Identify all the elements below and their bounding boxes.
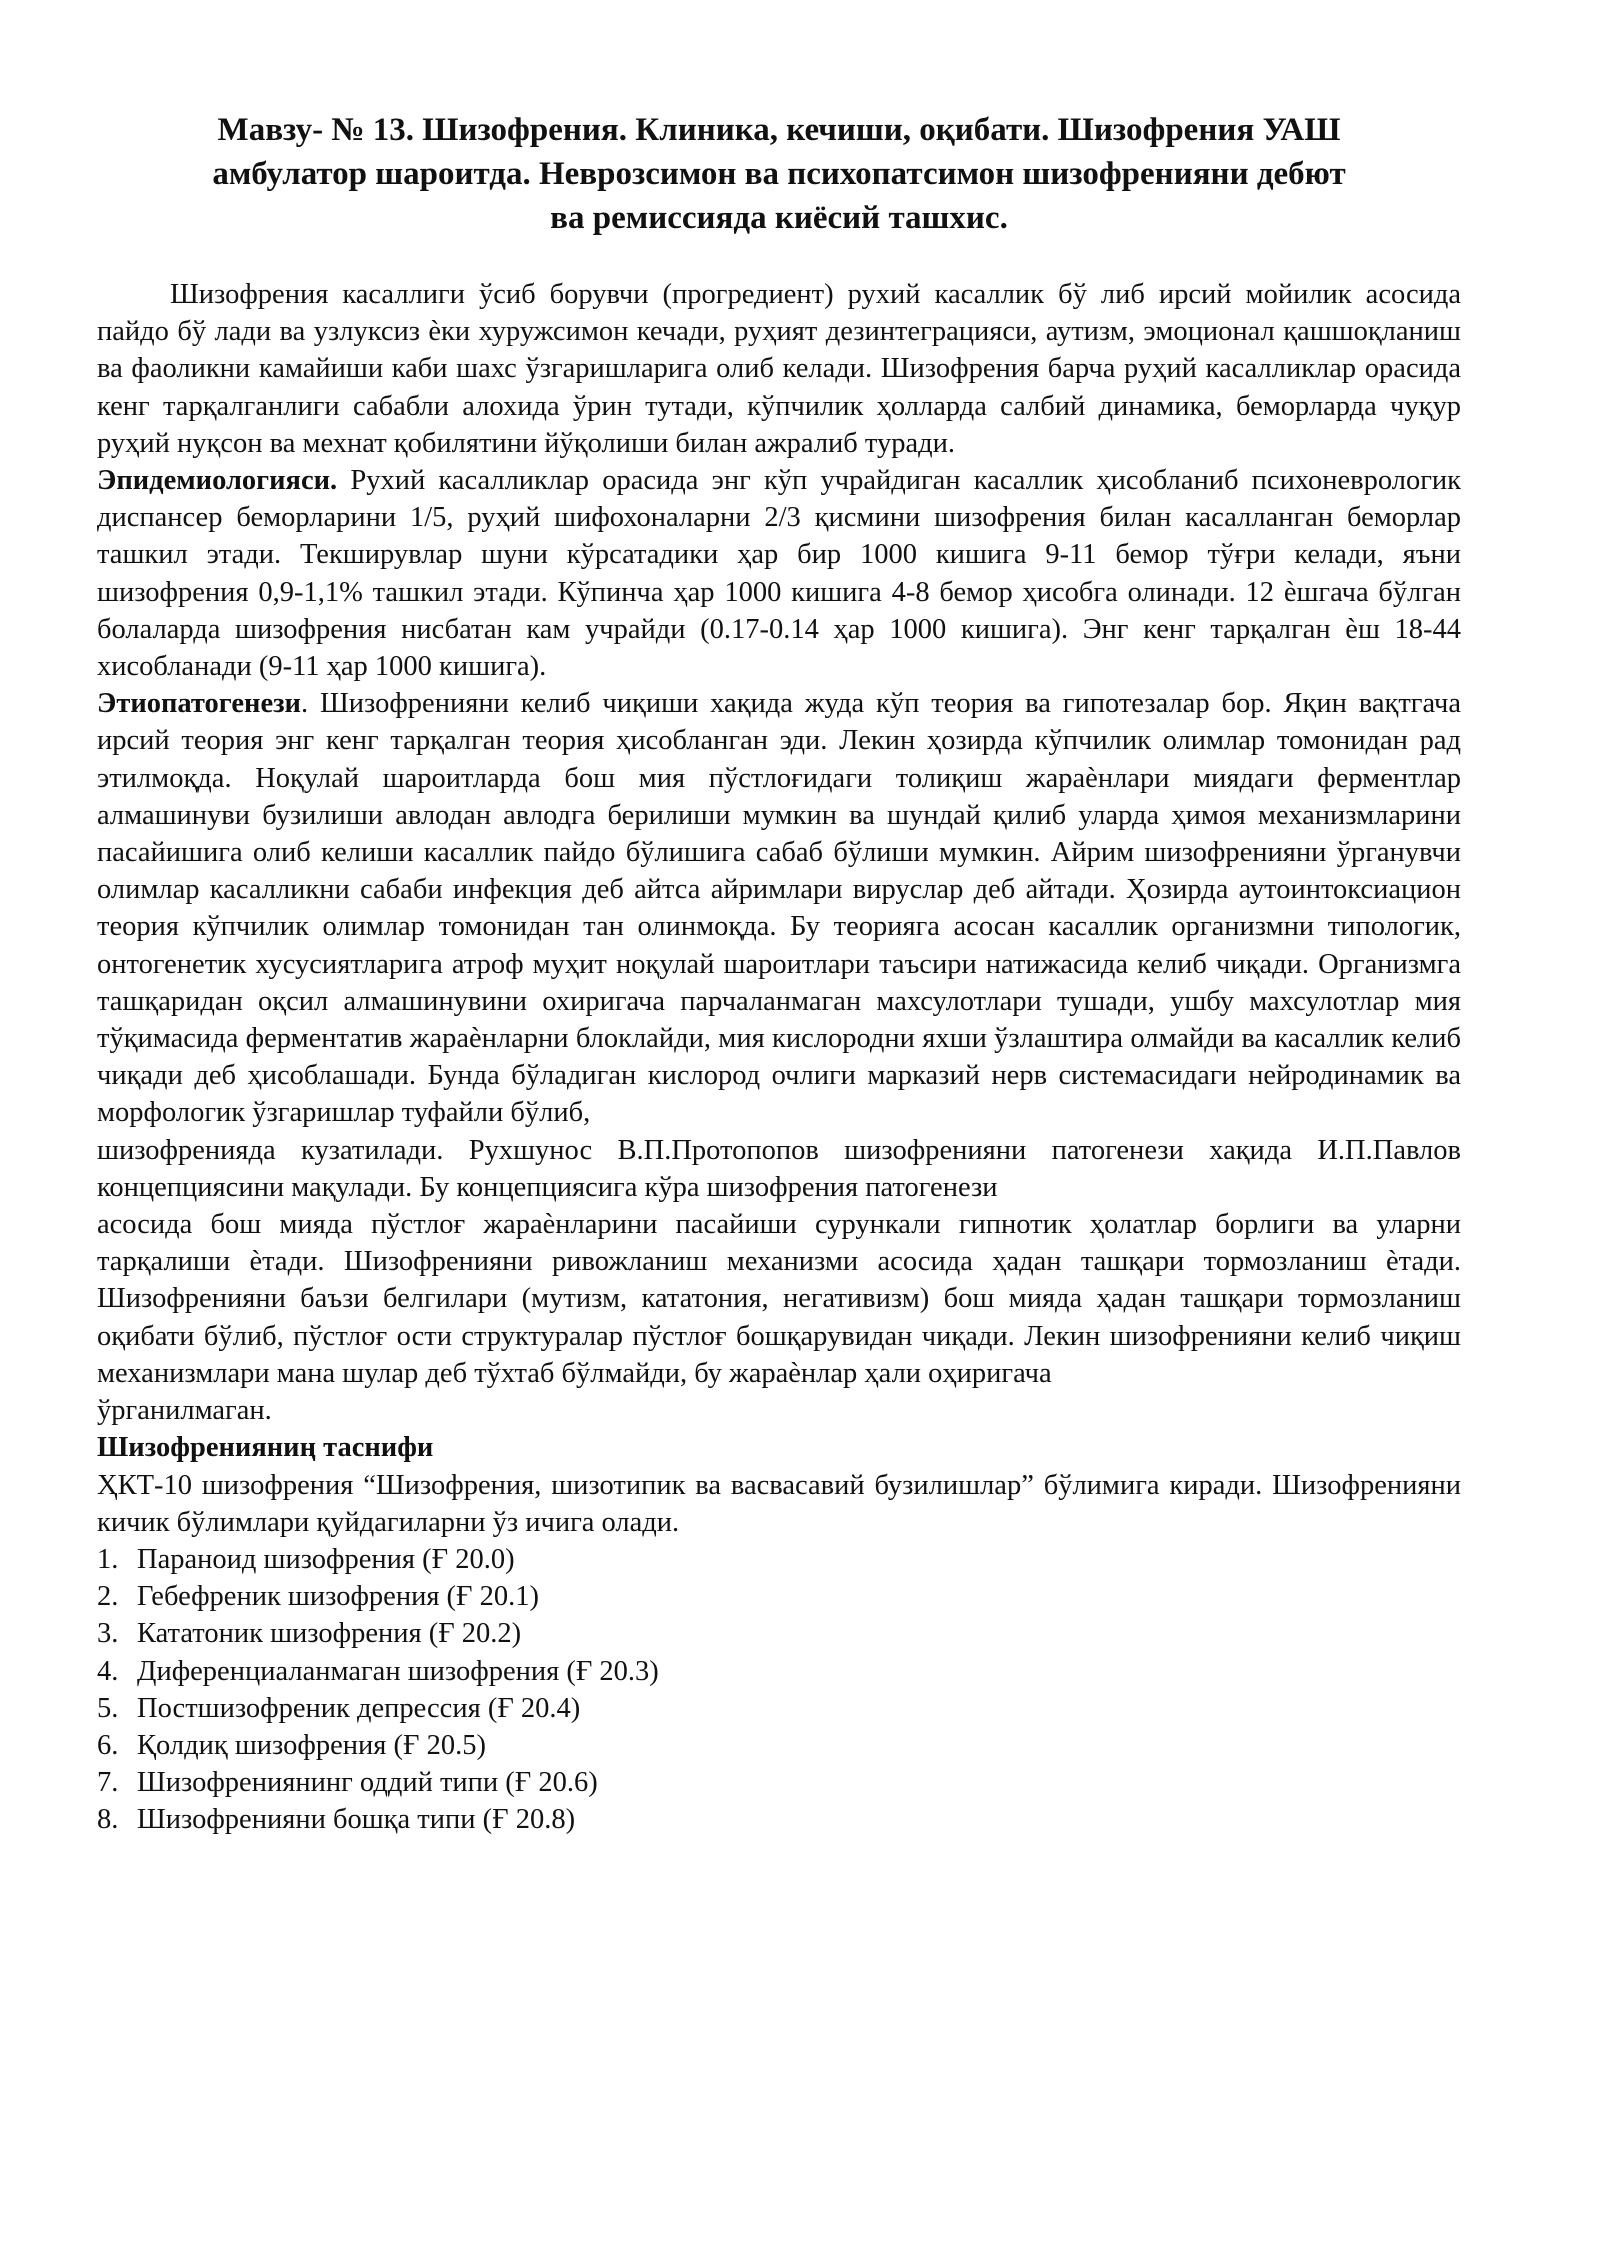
list-item: [97, 1541, 1461, 1578]
intro-paragraph: Шизофрения касаллиги ўсиб борувчи (прогредиент) рухий касаллик бў либ ирсий мойилик асосида пайдо бў лади ва узлуксиз ѐки хуружсимон кечади, руҳият дезинтеграцияси, аутизм, эмоционал қашшоқланиш ва фаоликни камайиши каби шахс ўзгаришларига олиб келади. Шизофрения барча руҳий касалликлар орасида кенг тарқалганлиги сабабли алохида ўрин тутади, кўпчилик ҳолларда салбий динамика, беморларда чуқур руҳий нуқсон ва мехнат қобилятини йўқолиши билан ажралиб туради.: [97, 279, 1461, 459]
list-item-number: 4.: [97, 1655, 119, 1687]
list-item-number: 5.: [97, 1692, 119, 1724]
etiopathogenesis-text-1: . Шизофренияни келиб чиқиши хақида жуда кўп теория ва гипотезалар бор. Яқин вақтгача ирсий теория энг кенг тарқалган теория ҳисобланган эди. Лекин ҳозирда кўпчилик олимлар томонидан рад этилмоқда. Ноқулай шароитларда бош мия пўстлоғидаги толиқиш жараѐнлари миядаги ферментлар алмашинуви бузилиши авлодан авлодга берилиши мумкин ва шундай қилиб уларда ҳимоя механизмларини пасайишига олиб келиши касаллик пайдо бўлишига сабаб бўлиши мумкин. Айрим шизофренияни ўрганувчи олимлар касалликни сабаби инфекция деб айтса айримлари вируслар деб айтади. Ҳозирда аутоинтоксиацион теория кўпчилик олимлар томонидан тан олинмоқда. Бу теорияга асосан касаллик организмни типологик, онтогенетик хусусиятларига атроф муҳит ноқулай шароитлари таъсири натижасида келиб чиқади. Организмга ташқаридан оқсил алмашинувини охиригача парчаланмаган махсулотлари тушади, ушбу махсулотлар мия тўқимасида ферментатив жараѐнларни блоклайди, мия кислородни яхши ўзлаштира олмайди ва касаллик келиб чиқади деб ҳисоблашади. Бунда бўладиган кислород очлиги марказий нерв системасидаги нейродинамик ва морфологик ўзгаришлар туфайли бўлиб,: [97, 688, 1461, 1129]
list-item-number: 3.: [97, 1618, 119, 1650]
list-item-label: Параноид шизофрения (Ғ 20.0): [137, 1543, 515, 1575]
list-item: [97, 1578, 1461, 1615]
list-item-label: Қолдиқ шизофрения (Ғ 20.5): [137, 1729, 486, 1761]
list-item: [97, 1764, 1461, 1801]
list-item-label: Кататоник шизофрения (Ғ 20.2): [137, 1618, 522, 1650]
title-line-2: амбулатор шароитда. Неврозсимон ва психопатсимон шизофренияни дебют: [212, 156, 1346, 192]
list-item-label: Шизофренияни бошқа типи (Ғ 20.8): [137, 1804, 576, 1836]
list-item: [97, 1690, 1461, 1727]
etiopathogenesis-paragraph-3: асосида бош мияда пўстлоғ жараѐнларини пасайиши сурункали гипнотик ҳолатлар борлиги ва уларни тарқалиши ѐтади. Шизофренияни ривожланиш механизми асосида ҳадан ташқари тормозланиш ѐтади. Шизофренияни баъзи белгилари (мутизм, кататония, негативизм) бош мияда ҳадан ташқари тормозланиш оқибати бўлиб, пўстлоғ ости структуралар пўстлоғ бошқарувидан чиқади. Лекин шизофренияни келиб чиқиш механизмлари мана шулар деб тўхтаб бўлмайди, бу жараѐнлар ҳали оҳиригача: [97, 1209, 1461, 1389]
title-line-3: ва ремиссияда киёсий ташхис.: [550, 200, 1008, 236]
epidemiology-paragraph: [97, 462, 1461, 685]
list-item-label: Диференциаланмаган шизофрения (Ғ 20.3): [137, 1655, 659, 1687]
epidemiology-text: Рухий касалликлар орасида энг кўп учрайдиган касаллик ҳисобланиб психоневрологик диспансер беморларини 1/5, руҳий шифохоналарни 2/3 қисмини шизофрения билан касалланган беморлар ташкил этади. Текширувлар шуни кўрсатадики ҳар бир 1000 кишига 9-11 бемор тўғри келади, яъни шизофрения 0,9-1,1% ташкил этади. Кўпинча ҳар 1000 кишига 4-8 бемор ҳисобга олинади. 12 ѐшгача бўлган болаларда шизофрения нисбатан кам учрайди (0.17-0.14 ҳар 1000 кишига). Энг кенг тарқалган ѐш 18-44 хисобланади (9-11 ҳар 1000 кишига).: [97, 465, 1461, 683]
document-page: [97, 108, 1461, 1839]
list-item: [97, 1801, 1461, 1838]
list-item-label: Гебефреник шизофрения (Ғ 20.1): [137, 1581, 540, 1613]
document-title: [97, 108, 1461, 240]
list-item-label: Шизофрениянинг оддий типи (Ғ 20.6): [137, 1767, 598, 1799]
etiopathogenesis-paragraph-2: шизофренияда кузатилади. Рухшунос В.П.Протопопов шизофренияни патогенези хақида И.П.Павлов концепциясини мақулади. Бу концепциясига кўра шизофрения патогенези: [97, 1134, 1461, 1203]
title-line-1: Мавзу- № 13. Шизофрения. Клиника, кечиши, оқибати. Шизофрения УАШ: [217, 112, 1341, 148]
list-item: [97, 1653, 1461, 1690]
etiopathogenesis-heading: Этиопатогенези: [97, 688, 301, 720]
classification-list: [97, 1541, 1461, 1839]
classification-text: ҲКТ-10 шизофрения “Шизофрения, шизотипик ва васвасавий бузилишлар” бўлимига киради. Шизофренияни кичик бўлимлари қуйдагиларни ўз ичига олади.: [97, 1469, 1461, 1538]
etiopathogenesis-paragraph: [97, 685, 1461, 1131]
list-item-label: Постшизофреник депрессия (Ғ 20.4): [137, 1692, 581, 1724]
etiopathogenesis-paragraph-4: ўрганилмаган.: [97, 1395, 272, 1427]
classification-heading: Шизофренияниң таснифи: [97, 1432, 434, 1464]
list-item-number: 8.: [97, 1804, 119, 1836]
list-item-number: 1.: [97, 1543, 119, 1575]
list-item-number: 2.: [97, 1581, 119, 1613]
list-item: [97, 1615, 1461, 1652]
list-item: [97, 1727, 1461, 1764]
epidemiology-heading: Эпидемиологияси.: [97, 465, 338, 497]
document-body: [97, 276, 1461, 1839]
list-item-number: 7.: [97, 1767, 119, 1799]
list-item-number: 6.: [97, 1729, 119, 1761]
